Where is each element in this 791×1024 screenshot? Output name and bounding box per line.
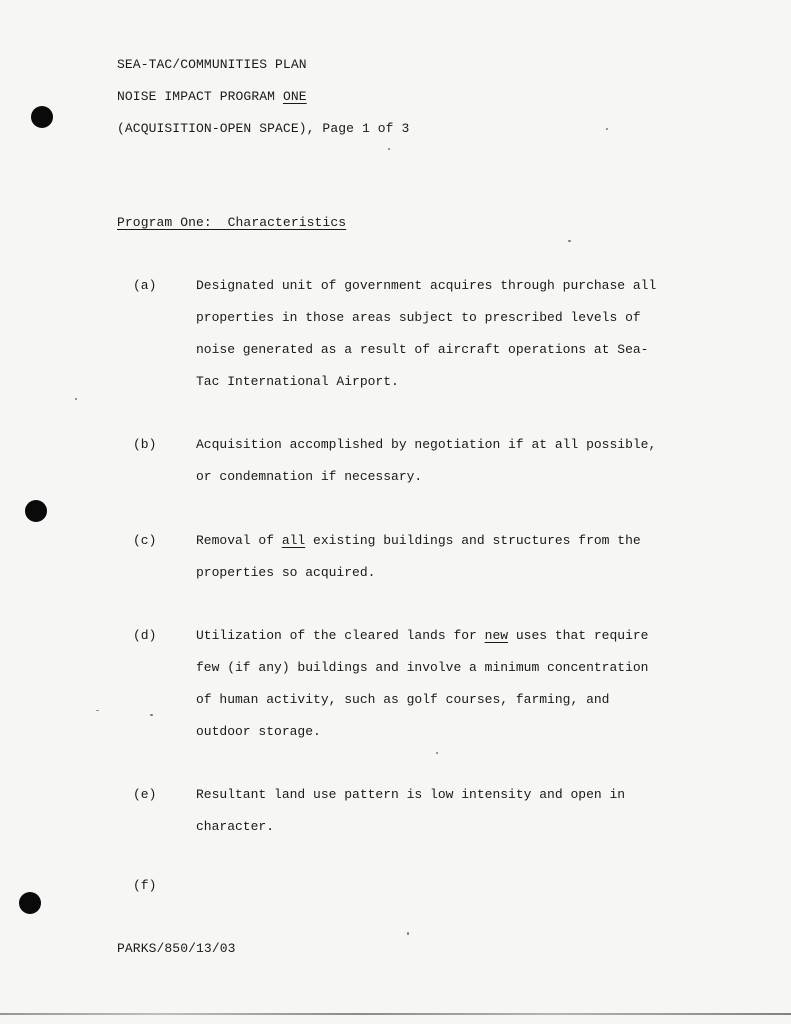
item-e-line-1: Resultant land use pattern is low intensity and open in: [196, 787, 626, 802]
item-label-a: (a): [133, 278, 157, 293]
item-d-line-1-suffix: uses that require: [508, 628, 649, 643]
scan-speck: [75, 398, 77, 400]
item-a-line-2: properties in those areas subject to prescribed levels of: [196, 310, 641, 325]
item-c-emphasis: all: [281, 533, 306, 548]
item-d-line-2: few (if any) buildings and involve a minimum concentration: [196, 660, 649, 675]
item-label-c: (c): [133, 533, 157, 548]
item-a-line-3: noise generated as a result of aircraft operations at Sea-: [196, 342, 649, 357]
item-b-line-2: or condemnation if necessary.: [196, 469, 423, 484]
binder-hole-middle: [25, 500, 47, 522]
item-d-emphasis: new: [484, 628, 509, 643]
header-page-info: (ACQUISITION-OPEN SPACE), Page 1 of 3: [117, 121, 410, 136]
item-c-line-1-prefix: Removal of: [196, 533, 282, 548]
scan-speck: [568, 240, 571, 242]
scan-speck: [436, 752, 438, 754]
item-label-e: (e): [133, 787, 157, 802]
scan-speck: [606, 128, 608, 130]
header-program-number: ONE: [282, 89, 307, 104]
scan-edge-line: [0, 1013, 791, 1015]
item-text-e: [196, 787, 625, 851]
item-c-line-1: [196, 533, 641, 565]
binder-hole-top: [31, 106, 53, 128]
item-d-line-3: of human activity, such as golf courses, farming, and: [196, 692, 610, 707]
scan-speck: [388, 148, 390, 150]
binder-hole-bottom: [19, 892, 41, 914]
footer-document-code: PARKS/850/13/03: [117, 941, 236, 956]
scan-speck: [407, 932, 409, 935]
item-text-d: [196, 628, 649, 756]
header-plan-title: SEA-TAC/COMMUNITIES PLAN: [117, 57, 307, 72]
item-d-line-4: outdoor storage.: [196, 724, 321, 739]
item-label-f: (f): [133, 878, 157, 893]
item-d-line-1-prefix: Utilization of the cleared lands for: [196, 628, 485, 643]
item-a-line-1: Designated unit of government acquires through purchase all: [196, 278, 657, 293]
section-title: Program One: Characteristics: [117, 215, 347, 230]
item-text-a: [196, 278, 656, 406]
item-text-c: [196, 533, 641, 597]
item-text-b: [196, 437, 656, 501]
scan-speck: [96, 710, 99, 711]
item-label-d: (d): [133, 628, 157, 643]
item-e-line-2: character.: [196, 819, 275, 834]
item-a-line-4: Tac International Airport.: [196, 374, 399, 389]
scan-speck: [150, 714, 153, 716]
header-program-prefix: NOISE IMPACT PROGRAM: [117, 89, 283, 104]
item-c-line-2: properties so acquired.: [196, 565, 376, 580]
item-c-line-1-suffix: existing buildings and structures from the: [305, 533, 641, 548]
item-b-line-1: Acquisition accomplished by negotiation if at all possible,: [196, 437, 657, 452]
header-program-title: [117, 89, 307, 105]
item-d-line-1: [196, 628, 649, 660]
item-label-b: (b): [133, 437, 157, 452]
